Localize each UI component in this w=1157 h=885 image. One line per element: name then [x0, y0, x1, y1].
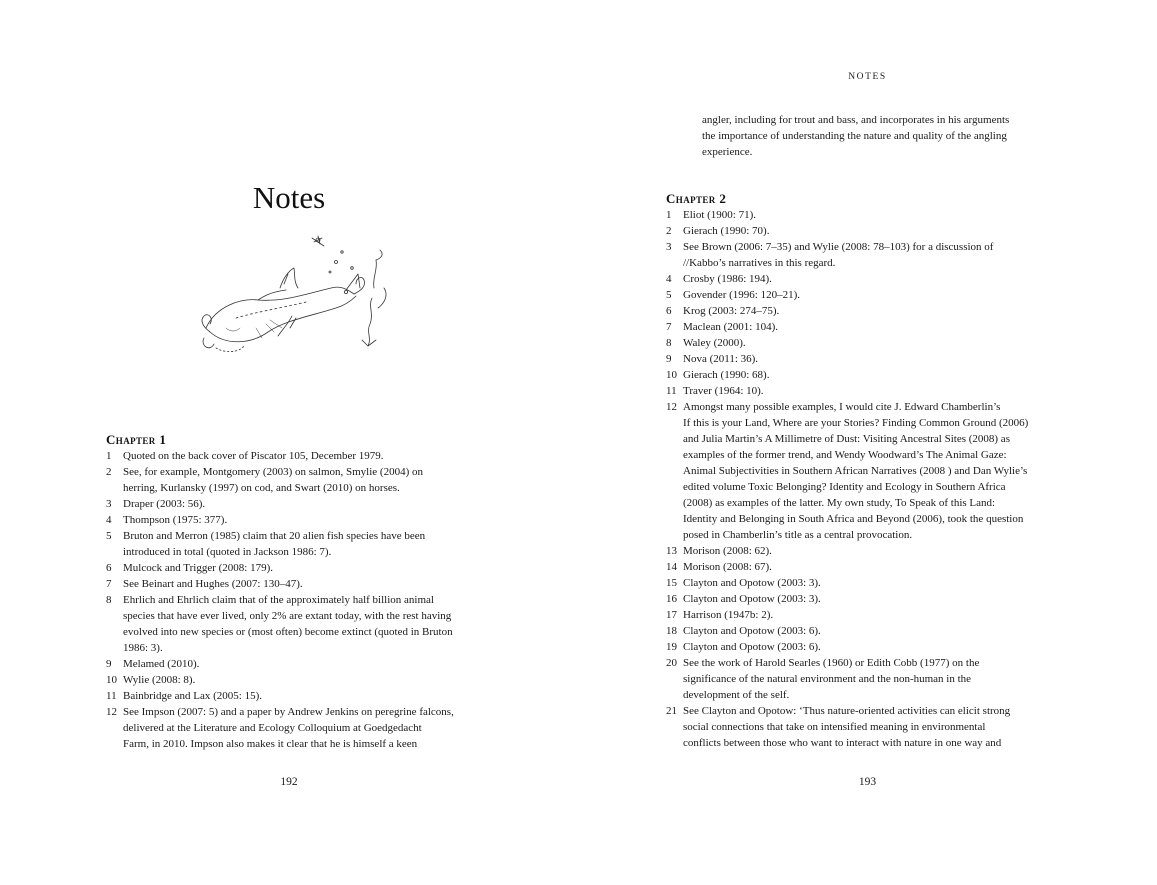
note-line: Identity and Belonging in South Africa and Beyond (2006), took the question: [683, 513, 1024, 525]
note-text: [683, 703, 1056, 751]
note-number: 2: [106, 466, 112, 478]
note-item: [666, 319, 1056, 335]
note-item: [666, 335, 1056, 351]
note-number: 21: [666, 705, 677, 717]
note-item: [106, 576, 496, 592]
notes-list: [666, 207, 1056, 751]
note-text: [123, 672, 496, 688]
chapter-1-notes: [106, 431, 496, 752]
note-item: [666, 271, 1056, 287]
note-text: [683, 655, 1056, 703]
note-number: 6: [666, 305, 672, 317]
note-text: [123, 592, 496, 656]
note-text: [123, 560, 496, 576]
note-line: herring, Kurlansky (1997) on cod, and Swart (2010) on horses.: [123, 482, 400, 494]
note-item: [666, 367, 1056, 383]
note-line: delivered at the Literature and Ecology Colloquium at Goedgedacht: [123, 722, 422, 734]
note-text: [683, 559, 1056, 575]
note-line: evolved into new species or (most often) become extinct (quoted in Bruton: [123, 626, 453, 638]
note-line: See Clayton and Opotow: ‘Thus nature-oriented activities can elicit strong: [683, 705, 1011, 717]
note-line: posed in Chamberlin’s title as a central provocation.: [683, 529, 913, 541]
note-number: 11: [106, 690, 117, 702]
continuation-line: angler, including for trout and bass, and incorporates in his arguments: [702, 114, 1010, 126]
note-number: 3: [666, 241, 672, 253]
note-text: [683, 319, 1056, 335]
note-text: [683, 335, 1056, 351]
note-item: [106, 704, 496, 752]
note-item: [666, 399, 1056, 543]
note-line: Draper (2003: 56).: [123, 498, 206, 510]
notes-list: [106, 448, 496, 752]
note-item: [666, 303, 1056, 319]
note-item: [666, 703, 1056, 751]
note-text: [123, 464, 496, 496]
note-number: 8: [666, 337, 672, 349]
note-line: Bainbridge and Lax (2005: 15).: [123, 690, 262, 702]
note-item: [666, 543, 1056, 559]
note-line: Govender (1996: 120–21).: [683, 289, 801, 301]
note-line: Amongst many possible examples, I would cite J. Edward Chamberlin’s: [683, 401, 1001, 413]
note-item: [666, 639, 1056, 655]
note-number: 19: [666, 641, 677, 653]
note-number: 10: [666, 369, 677, 381]
note-line: //Kabbo’s narratives in this regard.: [683, 257, 836, 269]
note-line: See, for example, Montgomery (2003) on salmon, Smylie (2004) on: [123, 466, 424, 478]
note-item: [666, 591, 1056, 607]
note-text: [123, 576, 496, 592]
note-line: Thompson (1975: 377).: [123, 514, 228, 526]
note-line: See the work of Harold Searles (1960) or Edith Cobb (1977) on the: [683, 657, 980, 669]
note-line: Animal Subjectivities in Southern African Narratives (2008 ) and Dan Wylie’s: [683, 465, 1028, 477]
note-line: Nova (2011: 36).: [683, 353, 759, 365]
note-item: [106, 672, 496, 688]
note-item: [666, 223, 1056, 239]
note-item: [666, 575, 1056, 591]
fish-sketch-illustration: [196, 228, 392, 362]
note-number: 7: [666, 321, 672, 333]
note-text: [123, 448, 496, 464]
note-line: See Impson (2007: 5) and a paper by Andrew Jenkins on peregrine falcons,: [123, 706, 454, 718]
note-text: [683, 383, 1056, 399]
note-line: conflicts between those who want to interact with nature in one way and: [683, 737, 1002, 749]
note-text: [683, 399, 1056, 543]
note-number: 20: [666, 657, 677, 669]
note-continuation: [684, 112, 1074, 160]
note-number: 3: [106, 498, 112, 510]
note-text: [683, 575, 1056, 591]
note-text: [123, 512, 496, 528]
note-line: See Brown (2006: 7–35) and Wylie (2008: 78–103) for a discussion of: [683, 241, 994, 253]
note-line: (2008) as examples of the latter. My own study, To Speak of this Land:: [683, 497, 996, 509]
note-number: 15: [666, 577, 677, 589]
note-item: [666, 207, 1056, 223]
note-number: 5: [666, 289, 672, 301]
note-line: Farm, in 2010. Impson also makes it clear that he is himself a keen: [123, 738, 418, 750]
note-line: examples of the former trend, and Wendy Woodward’s The Animal Gaze:: [683, 449, 1007, 461]
note-line: edited volume Toxic Belonging? Identity and Ecology in Southern Africa: [683, 481, 1006, 493]
note-line: If this is your Land, Where are your Stories? Finding Common Ground (2006): [683, 417, 1029, 429]
note-number: 17: [666, 609, 677, 621]
page-number: 192: [280, 776, 298, 788]
note-line: social connections that take on intensified meaning in environmental: [683, 721, 986, 733]
left-page: [0, 0, 578, 885]
note-line: species that have ever lived, only 2% are extant today, with the rest having: [123, 610, 452, 622]
note-line: Quoted on the back cover of Piscator 105, December 1979.: [123, 450, 384, 462]
continuation-line: experience.: [702, 146, 753, 158]
note-line: Crosby (1986: 194).: [683, 273, 772, 285]
running-head: NOTES: [848, 72, 887, 82]
note-text: [683, 303, 1056, 319]
note-number: 1: [106, 450, 112, 462]
note-number: 8: [106, 594, 112, 606]
note-text: [123, 528, 496, 560]
note-item: [106, 560, 496, 576]
note-line: Clayton and Opotow (2003: 3).: [683, 577, 821, 589]
note-line: Clayton and Opotow (2003: 6).: [683, 625, 821, 637]
page-number: 193: [858, 776, 877, 788]
continuation-line: the importance of understanding the nature and quality of the angling: [702, 130, 1007, 142]
note-text: [683, 239, 1056, 271]
note-text: [683, 543, 1056, 559]
note-number: 4: [666, 273, 672, 285]
note-item: [666, 351, 1056, 367]
note-item: [666, 655, 1056, 703]
chapter-heading: Chapter 1: [106, 432, 167, 447]
note-text: [123, 688, 496, 704]
note-text: [683, 639, 1056, 655]
note-number: 14: [666, 561, 677, 573]
note-text: [683, 351, 1056, 367]
note-text: [683, 287, 1056, 303]
note-line: Eliot (1900: 71).: [683, 209, 757, 221]
note-line: Morison (2008: 67).: [683, 561, 772, 573]
note-line: Clayton and Opotow (2003: 3).: [683, 593, 821, 605]
note-number: 9: [106, 658, 112, 670]
note-line: Waley (2000).: [683, 337, 746, 349]
note-line: Ehrlich and Ehrlich claim that of the approximately half billion animal: [123, 594, 434, 606]
note-text: [683, 271, 1056, 287]
note-line: Bruton and Merron (1985) claim that 20 alien fish species have been: [123, 530, 426, 542]
note-text: [683, 223, 1056, 239]
note-number: 16: [666, 593, 677, 605]
note-line: Wylie (2008: 8).: [123, 674, 196, 686]
note-line: Gierach (1990: 68).: [683, 369, 770, 381]
note-line: Maclean (2001: 104).: [683, 321, 778, 333]
note-item: [666, 607, 1056, 623]
note-line: Krog (2003: 274–75).: [683, 305, 780, 317]
note-line: and Julia Martin’s A Millimetre of Dust: Visiting Ancestral Sites (2008) as: [683, 433, 1010, 445]
note-item: [106, 464, 496, 496]
note-line: Clayton and Opotow (2003: 6).: [683, 641, 821, 653]
note-item: [106, 592, 496, 656]
note-number: 5: [106, 530, 112, 542]
chapter-2-notes: [666, 190, 1056, 751]
note-text: [123, 496, 496, 512]
right-page: [578, 0, 1157, 885]
note-item: [666, 559, 1056, 575]
note-line: Morison (2008: 62).: [683, 545, 772, 557]
note-item: [106, 688, 496, 704]
note-item: [666, 239, 1056, 271]
page-title: Notes: [252, 180, 326, 215]
note-text: [123, 704, 496, 752]
note-number: 4: [106, 514, 112, 526]
note-number: 10: [106, 674, 117, 686]
note-number: 11: [666, 385, 677, 397]
note-text: [683, 591, 1056, 607]
note-line: Harrison (1947b: 2).: [683, 609, 774, 621]
note-text: [123, 656, 496, 672]
note-text: [683, 207, 1056, 223]
note-line: significance of the natural environment and the non-human in the: [683, 673, 972, 685]
note-number: 18: [666, 625, 677, 637]
chapter-heading: Chapter 2: [666, 191, 727, 206]
note-line: See Beinart and Hughes (2007: 130–47).: [123, 578, 303, 590]
note-item: [666, 623, 1056, 639]
note-text: [683, 607, 1056, 623]
note-item: [106, 512, 496, 528]
note-item: [106, 448, 496, 464]
note-item: [106, 496, 496, 512]
note-line: Mulcock and Trigger (2008: 179).: [123, 562, 274, 574]
note-line: Melamed (2010).: [123, 658, 200, 670]
note-number: 7: [106, 578, 112, 590]
note-text: [683, 623, 1056, 639]
note-number: 1: [666, 209, 672, 221]
note-item: [666, 383, 1056, 399]
note-line: Traver (1964: 10).: [683, 385, 764, 397]
note-number: 12: [666, 401, 677, 413]
note-number: 2: [666, 225, 672, 237]
note-line: development of the self.: [683, 689, 790, 701]
note-text: [683, 367, 1056, 383]
note-item: [106, 656, 496, 672]
note-number: 6: [106, 562, 112, 574]
note-number: 12: [106, 706, 117, 718]
note-line: 1986: 3).: [123, 642, 163, 654]
note-line: Gierach (1990: 70).: [683, 225, 770, 237]
note-number: 9: [666, 353, 672, 365]
note-line: introduced in total (quoted in Jackson 1986: 7).: [123, 546, 332, 558]
note-item: [106, 528, 496, 560]
note-item: [666, 287, 1056, 303]
note-number: 13: [666, 545, 677, 557]
